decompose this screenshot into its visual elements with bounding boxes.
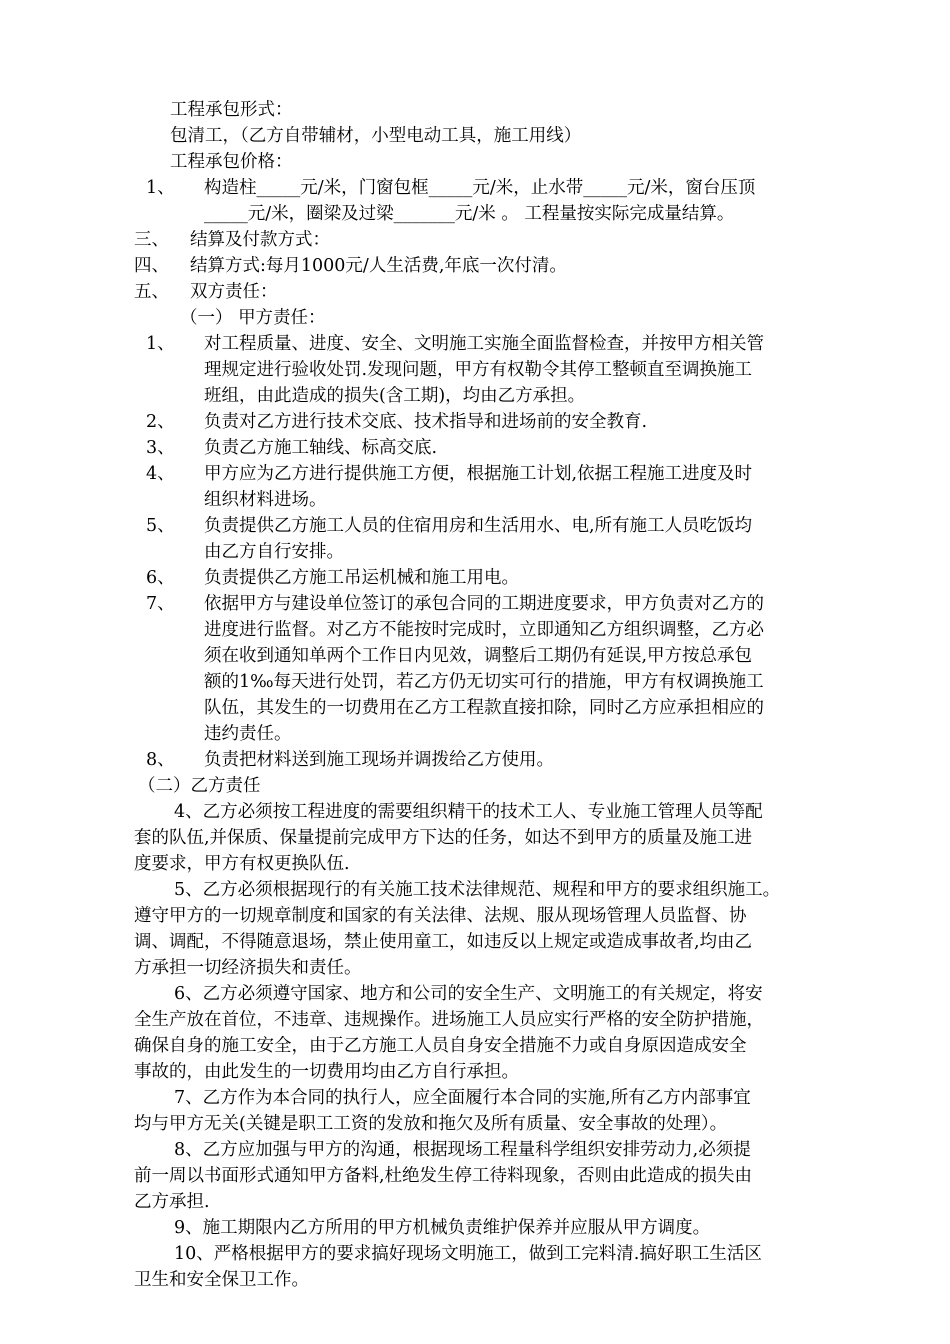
party-a-item-number: 6、 bbox=[146, 568, 175, 588]
contract-form-text: 包清工，（乙方自带辅材，小型电动工具，施工用线） bbox=[170, 126, 582, 146]
section-title: 结算方式:每月1000元/人生活费,年底一次付清。 bbox=[190, 256, 567, 276]
price-line: 构造柱_____元/米，门窗包框_____元/米，止水带_____元/米，窗台压顶 bbox=[204, 178, 756, 198]
heading-contract-price: 工程承包价格： bbox=[170, 152, 293, 172]
party-b-paragraph-line: 9、施工期限内乙方所用的甲方机械负责维护保养并应服从甲方调度。 bbox=[174, 1218, 711, 1238]
party-a-item-line: 组织材料进场。 bbox=[204, 490, 327, 510]
party-b-paragraph-line: 6、乙方必须遵守国家、地方和公司的安全生产、文明施工的有关规定，将安 bbox=[174, 984, 763, 1004]
party-b-paragraph-line: 8、乙方应加强与甲方的沟通，根据现场工程量科学组织安排劳动力,必须提 bbox=[174, 1140, 751, 1160]
party-b-paragraph-line: 5、乙方必须根据现行的有关施工技术法律规范、规程和甲方的要求组织施工。 bbox=[174, 880, 781, 900]
section-number: 五、 bbox=[134, 282, 169, 302]
party-a-item-number: 4、 bbox=[146, 464, 175, 484]
party-a-item-line: 额的1‰每天进行处罚，若乙方仍无切实可行的措施，甲方有权调换施工 bbox=[204, 672, 764, 692]
heading-contract-form: 工程承包形式： bbox=[170, 100, 293, 120]
party-a-item-line: 负责提供乙方施工人员的住宿用房和生活用水、电,所有施工人员吃饭均 bbox=[204, 516, 753, 536]
party-b-paragraph-line: 卫生和安全保卫工作。 bbox=[134, 1270, 309, 1290]
party-b-paragraph-line: 遵守甲方的一切规章制度和国家的有关法律、法规、服从现场管理人员监督、协 bbox=[134, 906, 747, 926]
party-a-item-line: 依据甲方与建设单位签订的承包合同的工期进度要求，甲方负责对乙方的 bbox=[204, 594, 764, 614]
party-b-paragraph-line: 调、调配，不得随意退场，禁止使用童工，如违反以上规定或造成事故者,均由乙 bbox=[134, 932, 753, 952]
party-a-item-line: 进度进行监督。对乙方不能按时完成时，立即通知乙方组织调整，乙方必 bbox=[204, 620, 764, 640]
party-a-item-line: 对工程质量、进度、安全、文明施工实施全面监督检查，并按甲方相关管 bbox=[204, 334, 764, 354]
party-a-item-number: 8、 bbox=[146, 750, 175, 770]
party-a-item-line: 甲方应为乙方进行提供施工方便，根据施工计划,依据工程施工进度及时 bbox=[204, 464, 753, 484]
party-b-paragraph-line: 度要求，甲方有权更换队伍. bbox=[134, 854, 350, 874]
party-b-paragraph-line: 套的队伍,并保质、保量提前完成甲方下达的任务，如达不到甲方的质量及施工进 bbox=[134, 828, 753, 848]
party-b-paragraph-line: 全生产放在首位，不违章、违规操作。进场施工人员应实行严格的安全防护措施， bbox=[134, 1010, 764, 1030]
party-b-paragraph-line: 4、乙方必须按工程进度的需要组织精干的技术工人、专业施工管理人员等配 bbox=[174, 802, 763, 822]
section-number: 四、 bbox=[134, 256, 169, 276]
party-b-paragraph-line: 乙方承担. bbox=[134, 1192, 210, 1212]
party-a-item-line: 负责提供乙方施工吊运机械和施工用电。 bbox=[204, 568, 519, 588]
party-a-item-number: 2、 bbox=[146, 412, 175, 432]
party-a-heading: （一） 甲方责任： bbox=[180, 308, 326, 328]
party-a-item-line: 负责把材料送到施工现场并调拨给乙方使用。 bbox=[204, 750, 554, 770]
price-line: _____元/米，圈梁及过梁_______元/米 。 工程量按实际完成量结算。 bbox=[204, 204, 735, 224]
party-a-item-line: 理规定进行验收处罚.发现问题，甲方有权勒令其停工整顿直至调换施工 bbox=[204, 360, 753, 380]
party-a-item-number: 1、 bbox=[146, 334, 175, 354]
price-item-number: 1、 bbox=[146, 178, 175, 198]
party-b-paragraph-line: 前一周以书面形式通知甲方备料,杜绝发生停工待料现象，否则由此造成的损失由 bbox=[134, 1166, 753, 1186]
party-a-item-line: 须在收到通知单两个工作日内见效，调整后工期仍有延误,甲方按总承包 bbox=[204, 646, 753, 666]
party-a-item-number: 7、 bbox=[146, 594, 175, 614]
party-b-paragraph-line: 确保自身的施工安全，由于乙方施工人员自身安全措施不力或自身原因造成安全 bbox=[134, 1036, 747, 1056]
party-b-paragraph-line: 7、乙方作为本合同的执行人，应全面履行本合同的实施,所有乙方内部事宜 bbox=[174, 1088, 751, 1108]
party-b-paragraph-line: 均与甲方无关(关键是职工工资的发放和拖欠及所有质量、安全事故的处理）。 bbox=[134, 1114, 728, 1134]
party-b-heading: （二）乙方责任 bbox=[138, 776, 261, 796]
party-a-item-line: 队伍，其发生的一切费用在乙方工程款直接扣除，同时乙方应承担相应的 bbox=[204, 698, 764, 718]
party-a-item-number: 3、 bbox=[146, 438, 175, 458]
party-b-paragraph-line: 方承担一切经济损失和责任。 bbox=[134, 958, 362, 978]
section-number: 三、 bbox=[134, 230, 169, 250]
party-a-item-line: 负责乙方施工轴线、标高交底. bbox=[204, 438, 438, 458]
party-a-item-line: 班组，由此造成的损失(含工期)，均由乙方承担。 bbox=[204, 386, 586, 406]
party-a-item-number: 5、 bbox=[146, 516, 175, 536]
party-b-paragraph-line: 10、严格根据甲方的要求搞好现场文明施工，做到工完料清.搞好职工生活区 bbox=[174, 1244, 762, 1264]
party-a-item-line: 负责对乙方进行技术交底、技术指导和进场前的安全教育. bbox=[204, 412, 648, 432]
party-a-item-line: 违约责任。 bbox=[204, 724, 292, 744]
section-title: 结算及付款方式： bbox=[190, 230, 330, 250]
party-a-item-line: 由乙方自行安排。 bbox=[204, 542, 344, 562]
party-b-paragraph-line: 事故的，由此发生的一切费用均由乙方自行承担。 bbox=[134, 1062, 519, 1082]
section-title: 双方责任： bbox=[190, 282, 278, 302]
